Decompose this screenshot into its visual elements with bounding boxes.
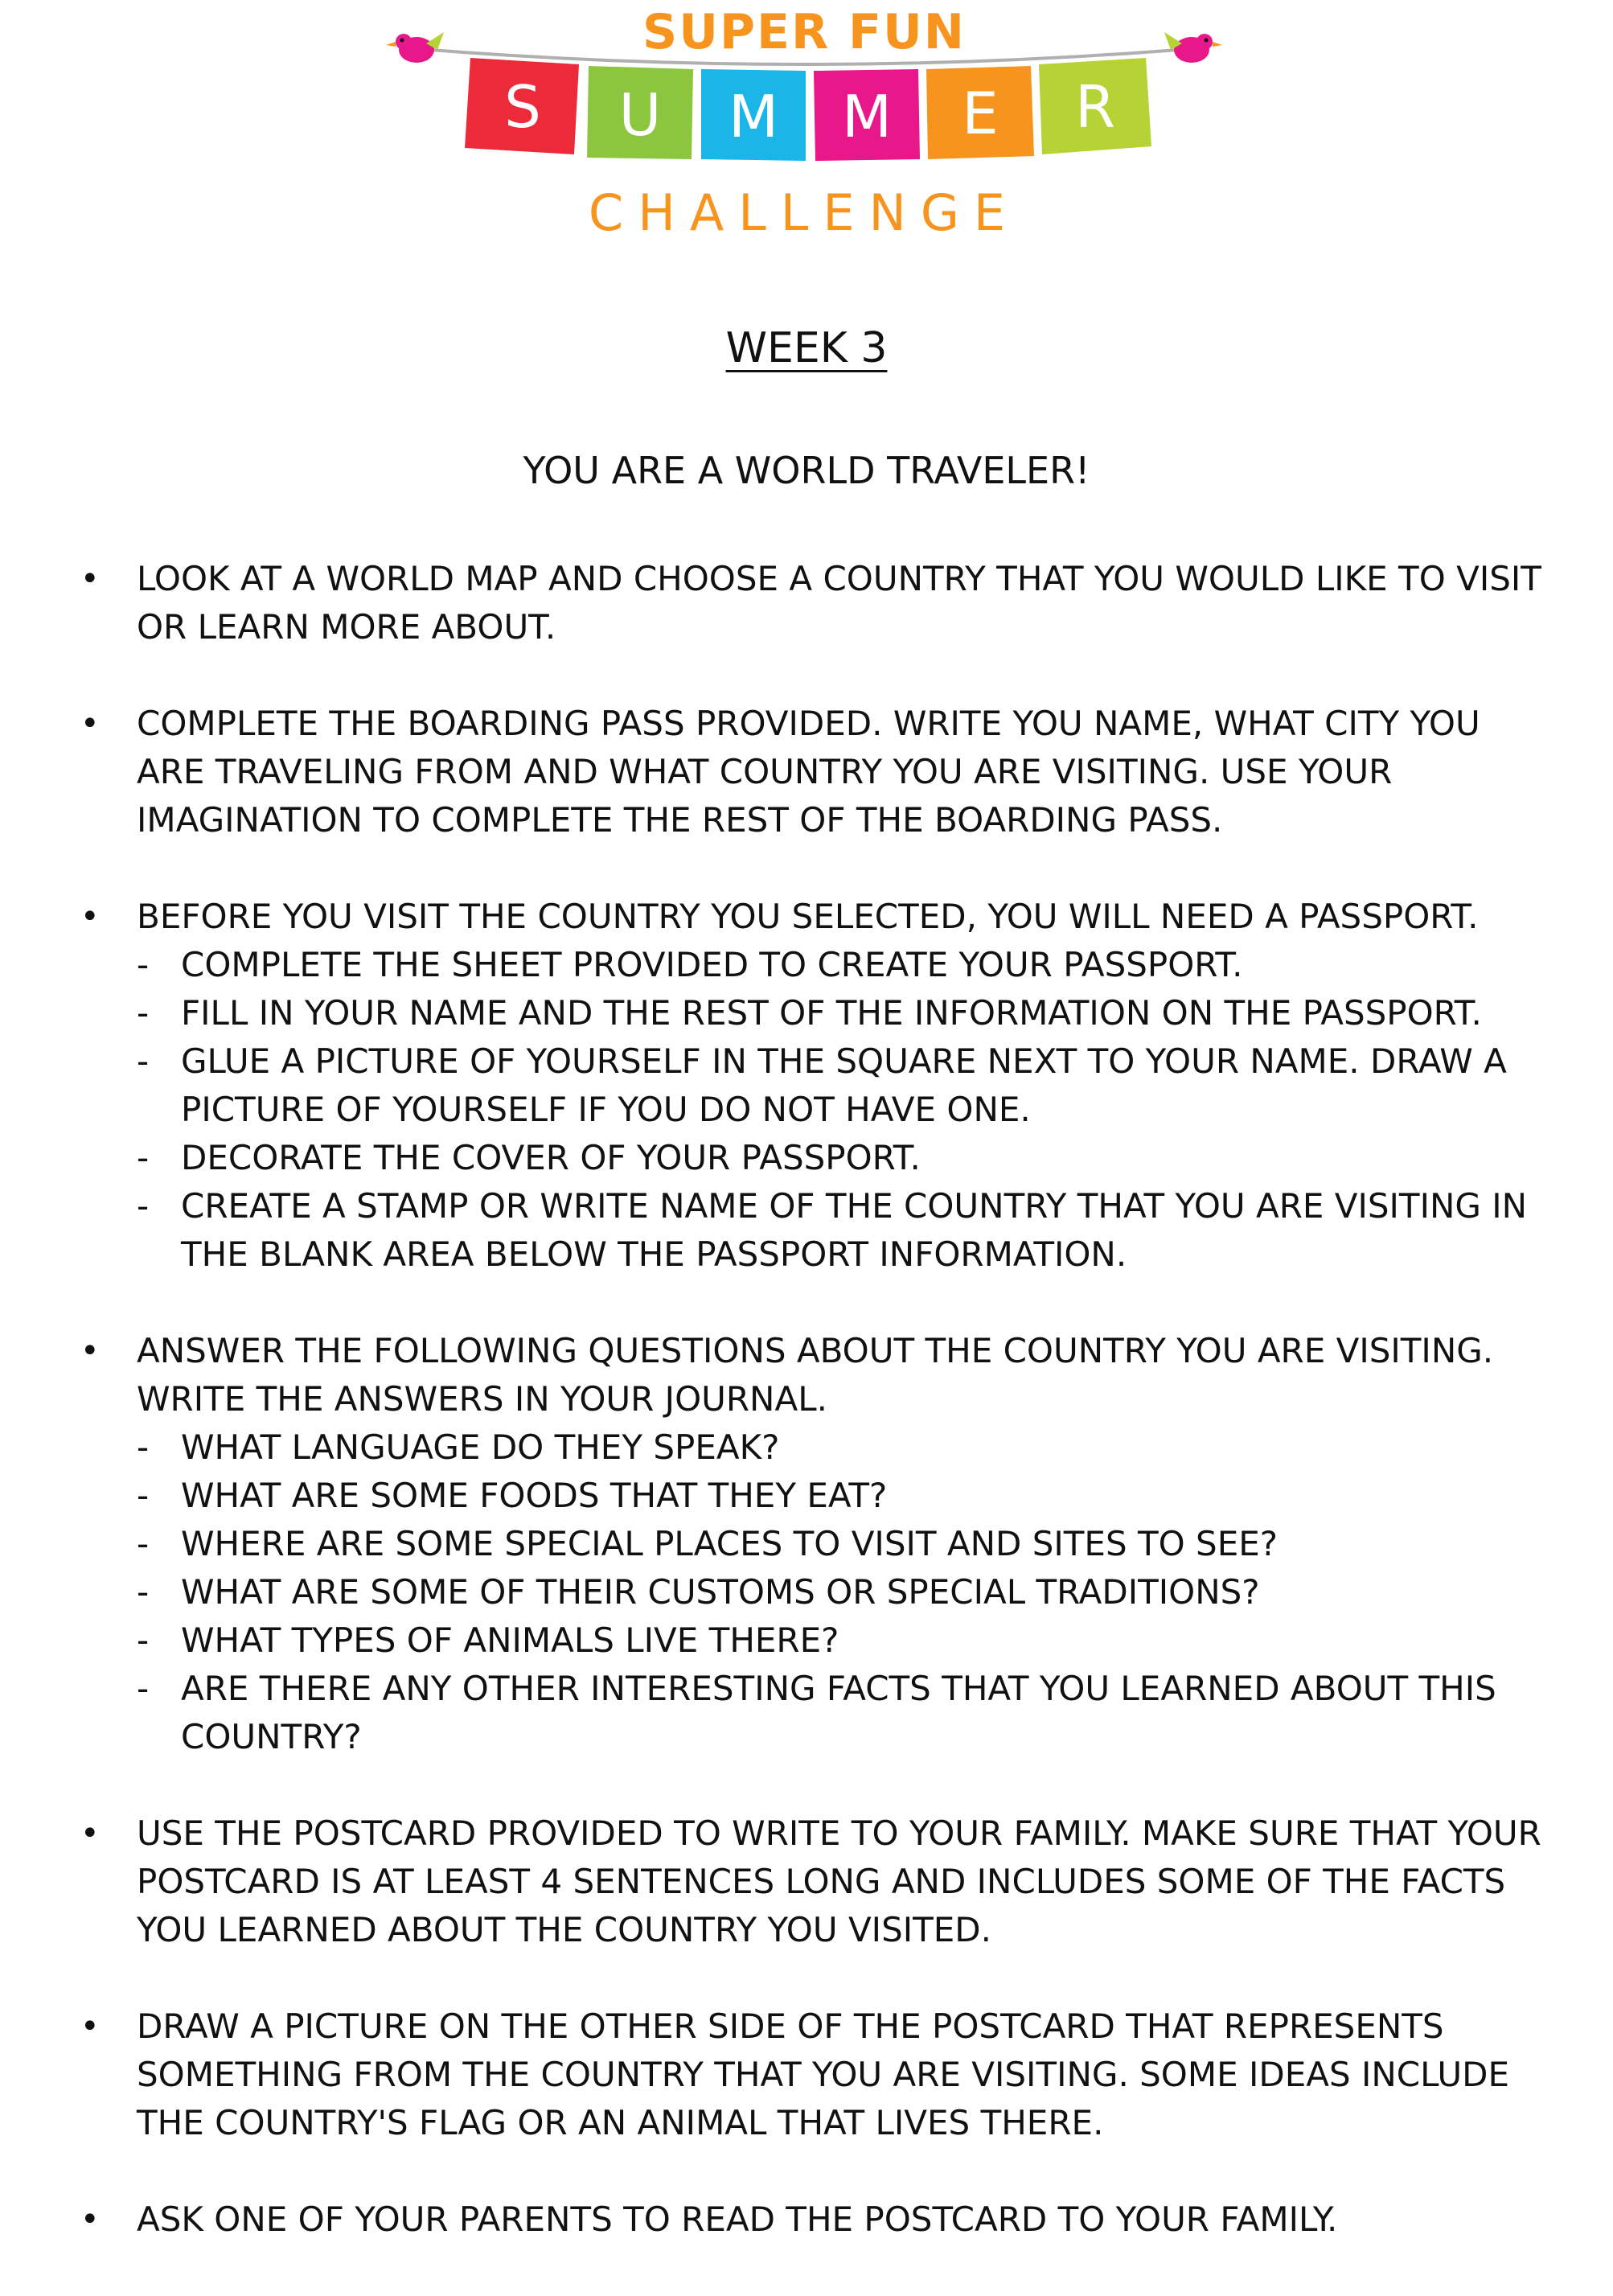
sub-item [137,1568,1552,1616]
list-item [80,1809,1552,1954]
sub-item-text: WHAT ARE SOME OF THEIR CUSTOMS OR SPECIAL TRADITIONS? [181,1572,1260,1612]
dash-icon: - [137,1041,150,1081]
list-item-text: BEFORE YOU VISIT THE COUNTRY YOU SELECTED, YOU WILL NEED A PASSPORT. [137,897,1479,936]
flag-letter-m1: M [728,83,779,150]
sub-item-text: FILL IN YOUR NAME AND THE REST OF THE INFORMATION ON THE PASSPORT. [181,993,1482,1033]
list-item-text: DRAW A PICTURE ON THE OTHER SIDE OF THE POSTCARD THAT REPRESENTS SOMETHING FROM THE COUNTRY THAT YOU ARE VISITING. SOME IDEAS INCLUDE THE COUNTRY'S FLAG OR AN ANIMAL THAT LIVES THERE. [137,2006,1510,2142]
sub-item [137,1182,1552,1279]
sub-item-text: WHAT ARE SOME FOODS THAT THEY EAT? [181,1476,888,1515]
dash-icon: - [137,993,150,1033]
bullet-icon: • [80,898,100,935]
sub-item-text: COMPLETE THE SHEET PROVIDED TO CREATE YOUR PASSPORT. [181,945,1243,984]
flag-s [465,58,579,154]
sub-item [137,1616,1552,1665]
dash-icon: - [137,1524,150,1563]
dash-icon: - [137,1669,150,1708]
banner-bottom-text: CHALLENGE [588,183,1020,242]
bullet-icon: • [80,1333,100,1370]
list-item [80,700,1552,844]
flag-m2 [814,69,920,161]
sub-item [137,1472,1552,1520]
list-item-text: COMPLETE THE BOARDING PASS PROVIDED. WRITE YOU NAME, WHAT CITY YOU ARE TRAVELING FROM AND WHAT COUNTRY YOU ARE VISITING. USE YOUR IMAGINATION TO COMPLETE THE REST OF THE BOARDING PASS. [137,704,1480,840]
sub-item [137,941,1552,989]
flag-e [926,66,1034,159]
dash-icon: - [137,1572,150,1612]
banner-top-text: SUPER FUN [642,4,966,60]
flag-r [1039,58,1151,154]
bunting-flags [378,0,1230,193]
bullet-icon: • [80,2008,100,2045]
page-subtitle: YOU ARE A WORLD TRAVELER! [523,449,1090,492]
dash-icon: - [137,1620,150,1660]
sub-item [137,1423,1552,1472]
dash-icon: - [137,1427,150,1467]
dash-icon: - [137,1138,150,1177]
bullet-icon: • [80,2201,100,2238]
dash-icon: - [137,1476,150,1515]
list-item-text: ASK ONE OF YOUR PARENTS TO READ THE POSTCARD TO YOUR FAMILY. [137,2199,1338,2239]
dash-icon: - [137,945,150,984]
week-title: WEEK 3 [725,324,888,372]
flag-letter-s: S [504,73,541,141]
list-item-text: USE THE POSTCARD PROVIDED TO WRITE TO YOUR FAMILY. MAKE SURE THAT YOUR POSTCARD IS AT LEAST 4 SENTENCES LONG AND INCLUDES SOME OF THE FACTS YOU LEARNED ABOUT THE COUNTRY YOU VISITED. [137,1813,1541,1949]
list-item [80,2195,1552,2244]
list-item [80,1327,1552,1761]
right-bird-icon [1164,32,1222,63]
sub-item-text: GLUE A PICTURE OF YOURSELF IN THE SQUARE NEXT TO YOUR NAME. DRAW A PICTURE OF YOURSELF IF YOU DO NOT HAVE ONE. [181,1041,1507,1129]
summer-challenge-banner [378,0,1230,249]
sub-item-text: ARE THERE ANY OTHER INTERESTING FACTS THAT YOU LEARNED ABOUT THIS COUNTRY? [181,1669,1496,1756]
list-item-text: LOOK AT A WORLD MAP AND CHOOSE A COUNTRY THAT YOU WOULD LIKE TO VISIT OR LEARN MORE ABOUT. [137,559,1541,647]
bullet-icon: • [80,1815,100,1852]
sub-item [137,1134,1552,1182]
list-item-text: ANSWER THE FOLLOWING QUESTIONS ABOUT THE COUNTRY YOU ARE VISITING. WRITE THE ANSWERS IN YOUR JOURNAL. [137,1331,1494,1419]
sub-item-text: CREATE A STAMP OR WRITE NAME OF THE COUNTRY THAT YOU ARE VISITING IN THE BLANK AREA BELOW THE PASSPORT INFORMATION. [181,1186,1528,1274]
flag-letter-u: U [618,81,662,149]
sub-item [137,1520,1552,1568]
sub-item-text: WHAT TYPES OF ANIMALS LIVE THERE? [181,1620,839,1660]
sub-item [137,1037,1552,1134]
sub-item-text: WHAT LANGUAGE DO THEY SPEAK? [181,1427,780,1467]
bullet-icon: • [80,705,100,742]
flag-letter-m2: M [841,83,893,150]
flag-m1 [701,69,806,161]
flag-letter-r: R [1074,73,1116,141]
sub-item-text: WHERE ARE SOME SPECIAL PLACES TO VISIT AND SITES TO SEE? [181,1524,1278,1563]
list-item [80,893,1552,1279]
sub-item [137,989,1552,1037]
instructions-list [80,555,1552,2292]
bullet-icon: • [80,561,100,598]
flag-letter-e: E [962,80,999,147]
left-bird-icon [386,32,444,63]
sub-item-text: DECORATE THE COVER OF YOUR PASSPORT. [181,1138,921,1177]
dash-icon: - [137,1186,150,1226]
list-item [80,555,1552,651]
flag-u [587,66,693,159]
list-item [80,2002,1552,2147]
sub-item [137,1665,1552,1761]
